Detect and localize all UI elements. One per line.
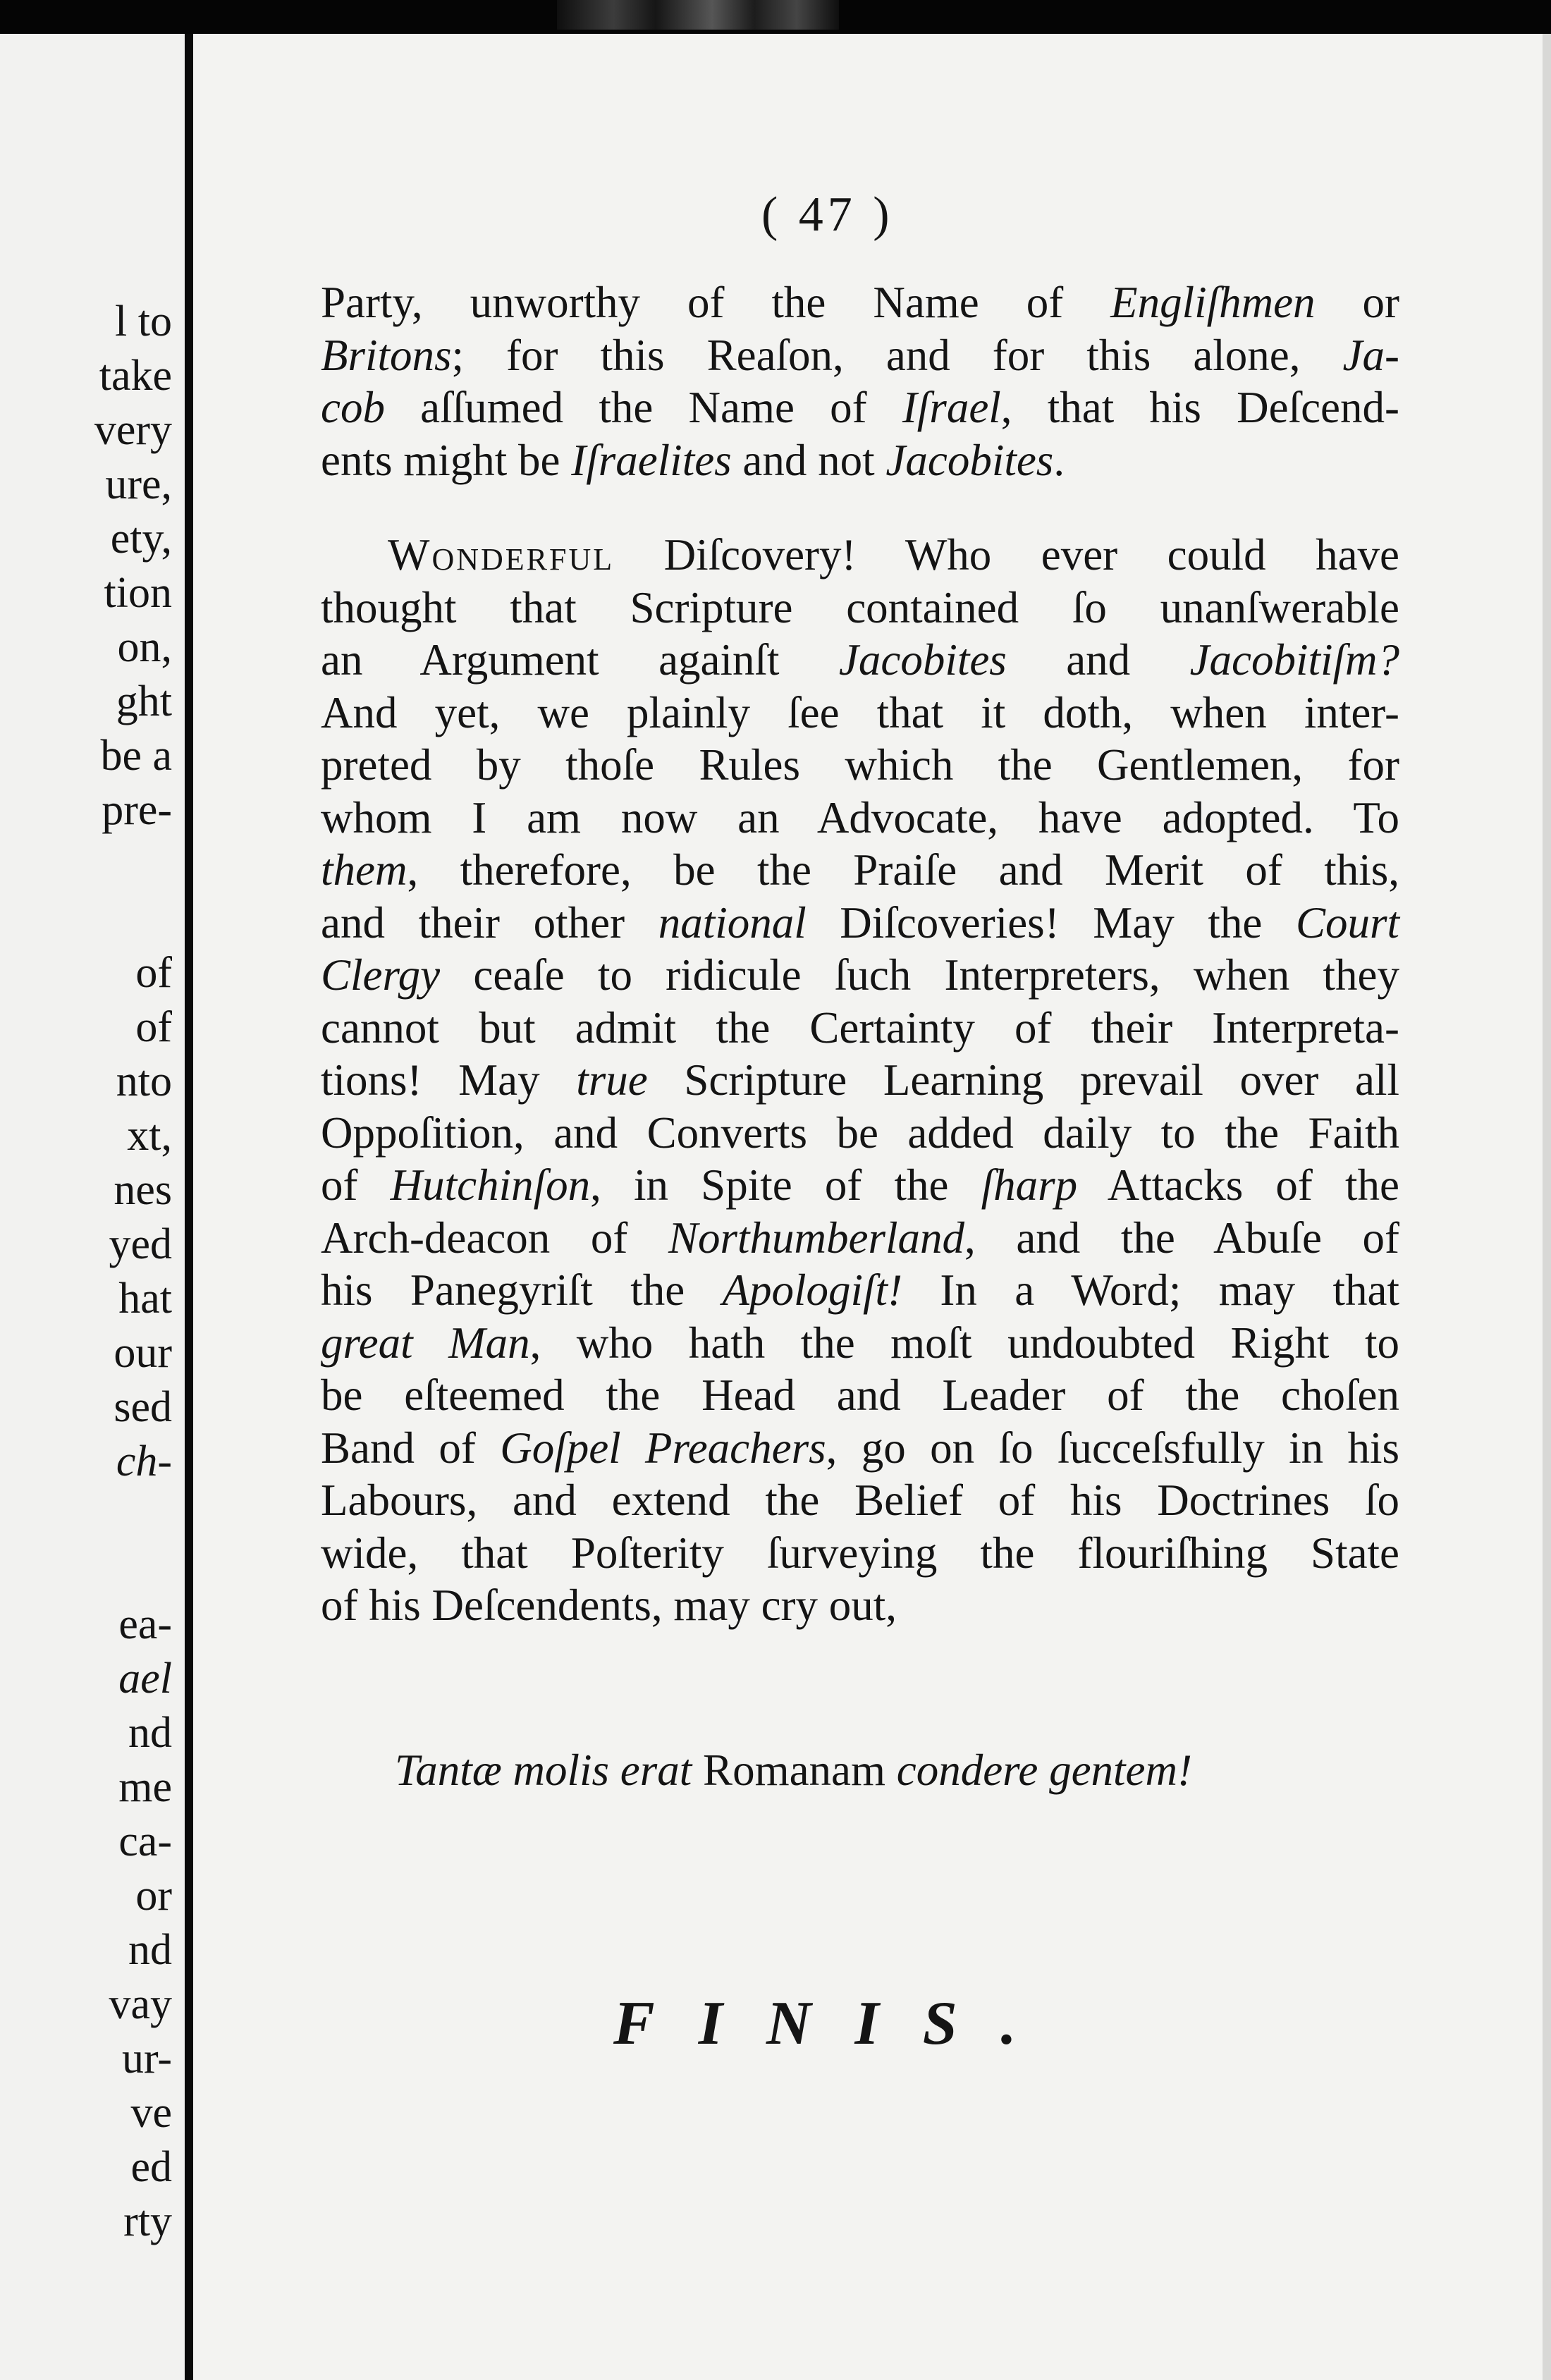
text-line: cob aſſumed the Name of Iſrael, that his Deſcend- [321, 383, 1400, 432]
text-line: Oppoſition, and Converts be added daily to the Faith [321, 1108, 1399, 1158]
prev-line: ael [118, 1655, 172, 1703]
prev-line [94, 1543, 172, 1597]
prev-line: ed [130, 2143, 172, 2191]
text-line: thought that Scripture contained ſo unanſwerable [321, 582, 1399, 632]
text-line: Wonderful Diſcovery! Who ever could have [388, 530, 1399, 579]
text-line: an Argument againſt Jacobites and Jacobitiſm? [321, 635, 1400, 685]
text-line: Labours, and extend the Belief of his Doctrines ſo [321, 1476, 1399, 1525]
torn-paper-scrap [557, 0, 839, 30]
text-line: of Hutchinſon, in Spite of the ſharp Attacks of the [321, 1160, 1399, 1210]
prev-line: of [135, 1003, 172, 1051]
prev-line [94, 1489, 172, 1543]
text-line: great Man, who hath the moſt undoubted Right to [321, 1318, 1400, 1368]
prev-line: ght [116, 677, 172, 725]
text-line: ents might be Iſraelites and not Jacobites. [321, 435, 1065, 485]
prev-line: l to [115, 298, 172, 345]
prev-line: ur- [121, 2035, 172, 2082]
prev-line: nes [114, 1166, 172, 1214]
prev-line: of [135, 949, 172, 997]
text-line: them, therefore, be the Praiſe and Merit of this, [321, 845, 1399, 895]
prev-line: ure, [105, 460, 172, 508]
page-body [321, 276, 1399, 1632]
text-line: cannot but admit the Certainty of their Interpreta- [321, 1002, 1399, 1053]
prev-line: ety, [110, 515, 172, 563]
prev-line: take [99, 352, 172, 400]
text-line: whom I am now an Advocate, have adopted. To [321, 792, 1399, 842]
prev-line: or [135, 1872, 172, 1920]
text-line: Band of Goſpel Preachers, go on ſo ſucceſsfully in his [321, 1423, 1399, 1473]
page-number: ( 47 ) [761, 188, 894, 242]
prev-line: ca- [118, 1817, 172, 1865]
prev-line: tion [104, 569, 172, 617]
text-line: preted by thoſe Rules which the Gentlemen, for [321, 740, 1399, 790]
latin-quotation: Tantæ molis erat Romanam condere gentem! [395, 1746, 1192, 1795]
text-line: And yet, we plainly ſee that it doth, when inter- [321, 687, 1399, 737]
text-line: Britons; for this Reaſon, and for this alone, Ja- [321, 330, 1399, 380]
prev-line: nd [128, 1709, 172, 1757]
prev-line: nd [128, 1926, 172, 1974]
text-line: of his Deſcendents, may cry out, [321, 1581, 897, 1630]
text-line: Arch-deacon of Northumberland, and the Abuſe of [321, 1213, 1399, 1263]
text-line: and their other national Diſcoveries! May the Court [321, 897, 1399, 947]
finis-colophon: FINIS. [613, 1989, 1060, 2058]
text-line: wide, that Poſterity ſurveying the flouriſhing State [321, 1528, 1399, 1578]
text-line: his Panegyriſt the Apologiſt! In a Word; may that [321, 1265, 1399, 1315]
prev-line [94, 892, 172, 946]
text-line: be eſteemed the Head and Leader of the choſen [321, 1370, 1399, 1420]
prev-line: pre- [102, 786, 172, 834]
prev-line: be a [100, 732, 172, 780]
prev-line: xt, [127, 1112, 172, 1160]
prev-line: our [114, 1329, 172, 1377]
prev-line [94, 838, 172, 892]
prev-line: on, [117, 623, 172, 671]
previous-page-text [94, 295, 172, 2249]
prev-line: ve [130, 2089, 172, 2137]
text-line: Clergy ceaſe to ridicule ſuch Interpreters, when they [321, 950, 1399, 1000]
text-line: tions! May true Scripture Learning prevail over all [321, 1055, 1399, 1105]
prev-line: vay [109, 1980, 172, 2028]
binding-gutter [185, 34, 193, 2380]
prev-line: ea- [118, 1600, 172, 1648]
prev-line: rty [123, 2197, 172, 2245]
text-line: Party, unworthy of the Name of Engliſhmen or [321, 278, 1399, 327]
prev-line: me [118, 1763, 172, 1811]
prev-line: yed [109, 1220, 172, 1268]
page-edge-shadow [1543, 34, 1551, 2380]
prev-line: ch- [116, 1437, 172, 1485]
prev-line: nto [116, 1057, 172, 1105]
prev-line: very [94, 406, 172, 454]
prev-line: sed [114, 1383, 172, 1431]
prev-line: hat [118, 1275, 172, 1323]
previous-page-edge [0, 34, 185, 2380]
